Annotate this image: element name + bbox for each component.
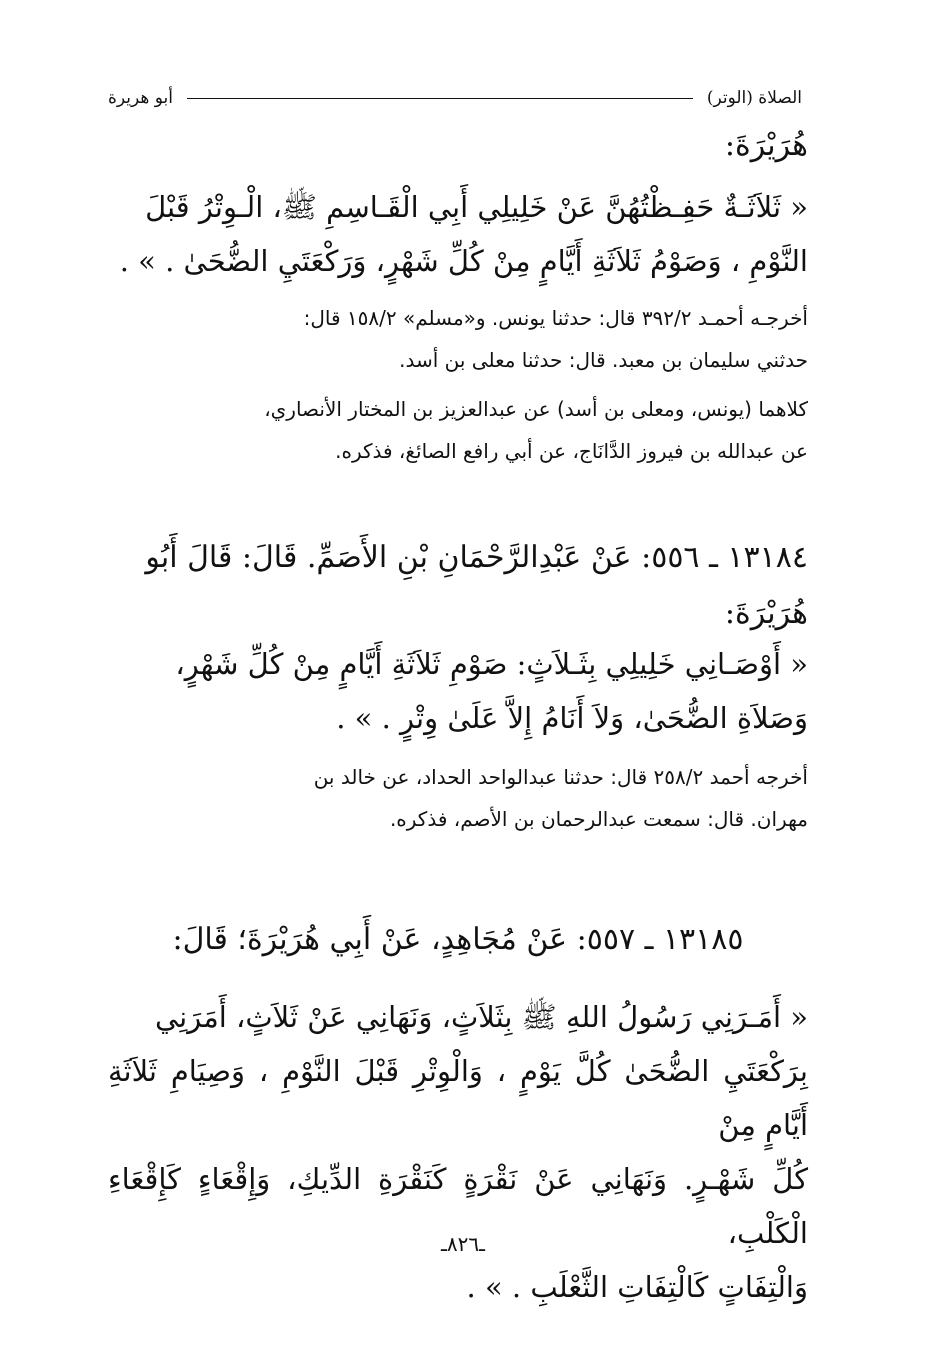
heading-line: هُرَيْرَةَ: [724, 596, 808, 631]
takhrij-line: كلاهما (يونس، ومعلى بن أسد) عن عبدالعزيز بن المختار الأنصاري، [264, 397, 808, 421]
heading-line: ١٣١٨٥ ـ ٥٥٧: عَنْ مُجَاهِدٍ، عَنْ أَبِي هُرَيْرَةَ؛ قَالَ: [172, 922, 744, 957]
running-header [108, 82, 802, 114]
takhrij-line: حدثني سليمان بن معبد. قال: حدثنا معلى بن أسد. [399, 348, 808, 372]
takhrij-1b [108, 388, 808, 472]
takhrij-line: مهران. قال: سمعت عبدالرحمان بن الأصم، فذكره. [389, 807, 808, 831]
hadith-heading-13184 [108, 530, 808, 642]
header-narrator-name: أبو هريرة [108, 88, 174, 108]
hadith-heading-13185 [108, 912, 808, 968]
hadith-line: بِرَكْعَتَيِ الضُّحَىٰ كُلَّ يَوْمٍ ، وَالْوِتْرِ قَبْلَ النَّوْمِ ، وَصِيَامِ ثَلاَثَةِ أَيَّامٍ مِنْ [108, 1054, 808, 1142]
page-number-text: ـ٨٢٦ـ [441, 1232, 485, 1256]
hadith-text-3 [108, 990, 808, 1314]
hadith-line: النَّوْمِ ، وَصَوْمُ ثَلاَثَةِ أَيَّامٍ مِنْ كُلِّ شَهْرٍ، وَرَكْعَتَيِ الضُّحَىٰ . » . [119, 244, 808, 278]
takhrij-1a [108, 297, 808, 381]
hadith-line: وَصَلاَةِ الضُّحَىٰ، وَلاَ أَنَامُ إِلاَّ عَلَىٰ وِتْرٍ . » . [336, 701, 808, 735]
takhrij-line: عن عبدالله بن فيروز الدَّانَاج، عن أبي رافع الصائغ، فذكره. [335, 439, 808, 463]
takhrij-line: أخرجـه أحمـد ٣٩٢/٢ قال: حدثنا يونس. و«مسلم» ١٥٨/٢ قال: [303, 306, 808, 330]
hadith-line: « أَوْصَـانِي خَلِيلِي بِثَـلاَثٍ: صَوْمِ ثَلاَثَةِ أَيَّامٍ مِنْ كُلِّ شَهْرٍ، [175, 647, 808, 681]
hadith-text-2 [108, 637, 808, 745]
continued-narrator-text: هُرَيْرَةَ: [724, 128, 808, 163]
header-chapter-title: الصلاة (الوتر) [706, 88, 802, 108]
continued-narrator [108, 118, 808, 174]
hadith-line: « ثَلاَثَـةٌ حَفِـظْتُهُنَّ عَنْ خَلِيلِي أَبِي الْقَـاسِمِ ﷺ، الْـوِتْرُ قَبْلَ [145, 190, 808, 224]
page-number [0, 1232, 926, 1256]
header-rule [187, 98, 693, 99]
hadith-text-1 [108, 180, 808, 288]
hadith-line: وَالْتِفَاتٍ كَالْتِفَاتِ الثَّعْلَبِ . » . [466, 1270, 808, 1304]
hadith-line: « أَمَـرَنِي رَسُولُ اللهِ ﷺ بِثَلاَثٍ، وَنَهَانِي عَنْ ثَلاَثٍ، أَمَرَنِي [154, 1000, 808, 1034]
heading-line: ١٣١٨٤ ـ ٥٥٦: عَنْ عَبْدِالرَّحْمَانِ بْنِ الأَصَمِّ. قَالَ: قَالَ أَبُو [145, 540, 808, 575]
takhrij-2 [108, 756, 808, 840]
takhrij-line: أخرجه أحمد ٢٥٨/٢ قال: حدثنا عبدالواحد الحداد، عن خالد بن [313, 765, 808, 789]
hadith-line: كُلِّ شَهْـرٍ. وَنَهَانِي عَنْ نَقْرَةٍ كَنَقْرَةِ الدِّيكِ، وَإِقْعَاءٍ كَإِقْعَاءِ الْكَلْبِ، [108, 1162, 808, 1250]
